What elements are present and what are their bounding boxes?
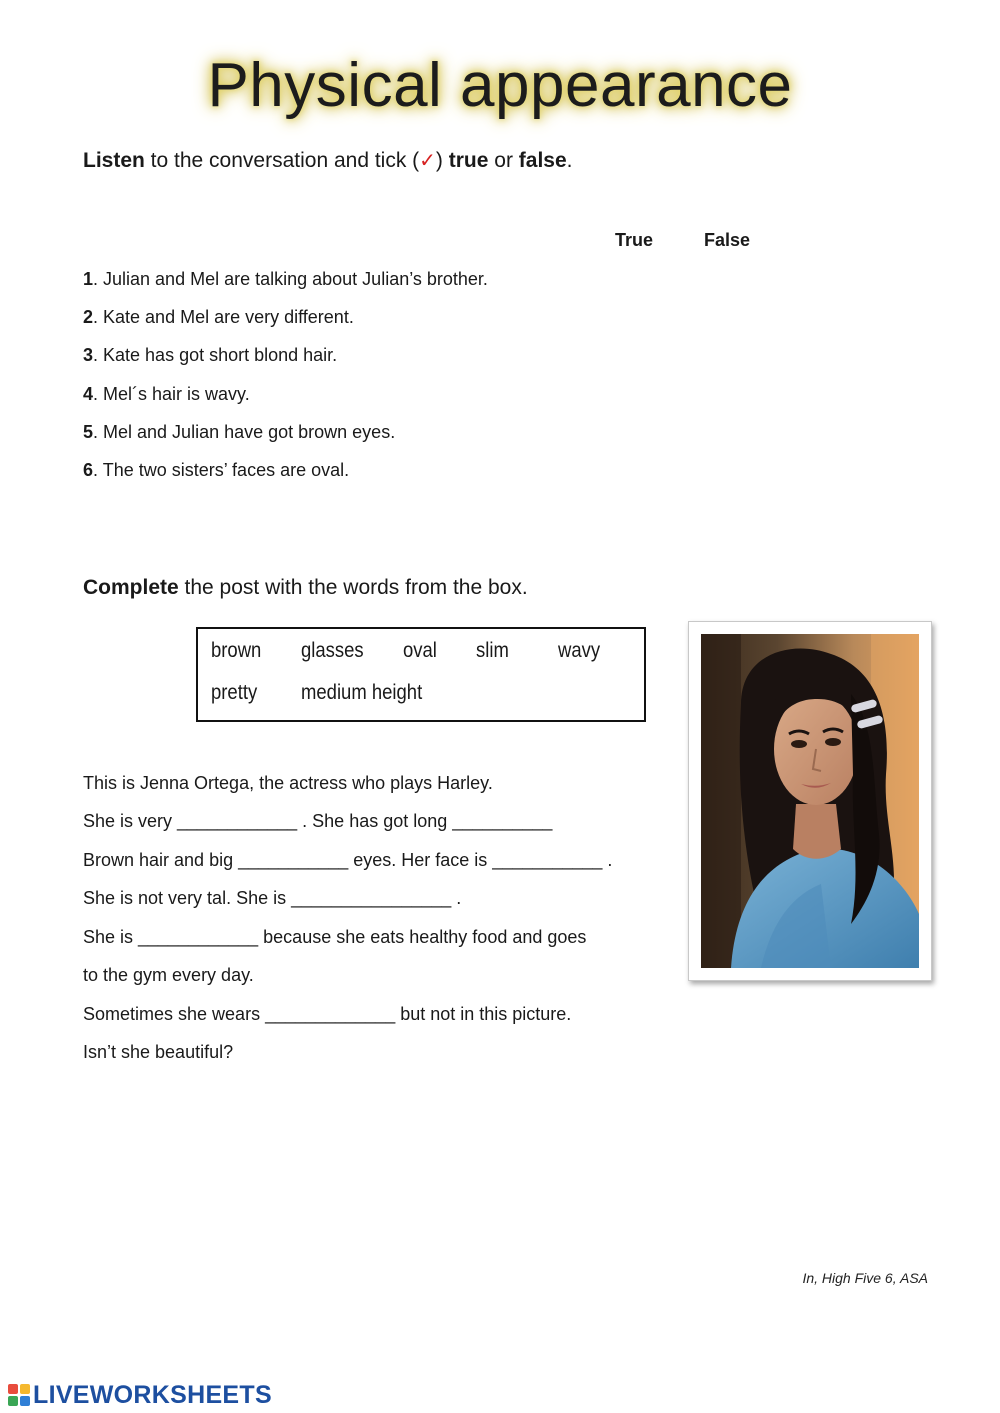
statement-1	[83, 267, 488, 291]
statement-2	[83, 305, 354, 329]
statement-number: 5	[83, 422, 94, 442]
instruction-bold-false: false	[518, 149, 567, 172]
statement-text: . Mel and Julian have got brown eyes.	[93, 422, 396, 442]
statement-number: 3	[83, 345, 94, 365]
instruction-text: .	[566, 149, 573, 172]
statement-number: 6	[83, 460, 94, 480]
statement-text: . Kate and Mel are very different.	[93, 307, 354, 327]
instruction-bold-true: true	[448, 149, 489, 172]
statement-text: . The two sisters’ faces are oval.	[93, 460, 350, 480]
post-line-7: Sometimes she wears _____________ but not in this picture.	[83, 1004, 572, 1024]
tick-icon: ✓	[419, 150, 436, 172]
word-oval: oval	[403, 639, 437, 662]
false-column-header: False	[704, 230, 751, 250]
statement-text: . Mel´s hair is wavy.	[93, 384, 250, 404]
statement-6	[83, 458, 349, 482]
liveworksheets-logo-icon	[8, 1384, 30, 1406]
post-line-6: to the gym every day.	[83, 965, 254, 985]
post-line-4: She is not very tal. She is ________________ .	[83, 888, 462, 908]
post-line-8: Isn’t she beautiful?	[83, 1042, 234, 1062]
portrait-photo	[701, 634, 919, 968]
word-glasses: glasses	[301, 639, 364, 662]
post-line-3: Brown hair and big ___________ eyes. Her face is ___________ .	[83, 850, 613, 870]
instruction-text: to the conversation and tick (	[144, 149, 420, 172]
instruction-text: )	[435, 149, 449, 172]
post-line-1: This is Jenna Ortega, the actress who plays Harley.	[83, 773, 493, 793]
complete-instruction	[83, 576, 528, 600]
statement-3	[83, 343, 337, 367]
statement-number: 2	[83, 307, 94, 327]
source-credit: In, High Five 6, ASA	[802, 1270, 928, 1286]
statement-number: 1	[83, 269, 94, 289]
photo-frame	[688, 621, 932, 981]
post-line-5: She is ____________ because she eats healthy food and goes	[83, 927, 587, 947]
word-wavy: wavy	[558, 639, 601, 662]
instruction-text: or	[488, 149, 519, 172]
true-column-header: True	[615, 230, 654, 250]
word-medium-height: medium height	[301, 681, 423, 704]
liveworksheets-logo[interactable]	[8, 1381, 272, 1409]
statement-5	[83, 420, 395, 444]
post-line-2: She is very ____________ . She has got long __________	[83, 811, 553, 831]
instruction-bold-complete: Complete	[83, 576, 179, 599]
page-title: Physical appearance	[207, 51, 793, 120]
instruction-bold-listen: Listen	[83, 149, 145, 172]
word-box	[196, 627, 646, 722]
instruction-text: the post with the words from the box.	[178, 576, 528, 599]
statement-number: 4	[83, 384, 94, 404]
listen-instruction	[83, 148, 573, 173]
word-brown: brown	[211, 639, 262, 662]
word-slim: slim	[476, 639, 509, 662]
statement-text: . Julian and Mel are talking about Julian’s brother.	[93, 269, 488, 289]
logo-text: LIVEWORKSHEETS	[33, 1380, 272, 1409]
word-pretty: pretty	[211, 681, 258, 704]
statement-text: . Kate has got short blond hair.	[93, 345, 338, 365]
portrait-illustration	[701, 634, 919, 968]
statement-4	[83, 382, 250, 406]
